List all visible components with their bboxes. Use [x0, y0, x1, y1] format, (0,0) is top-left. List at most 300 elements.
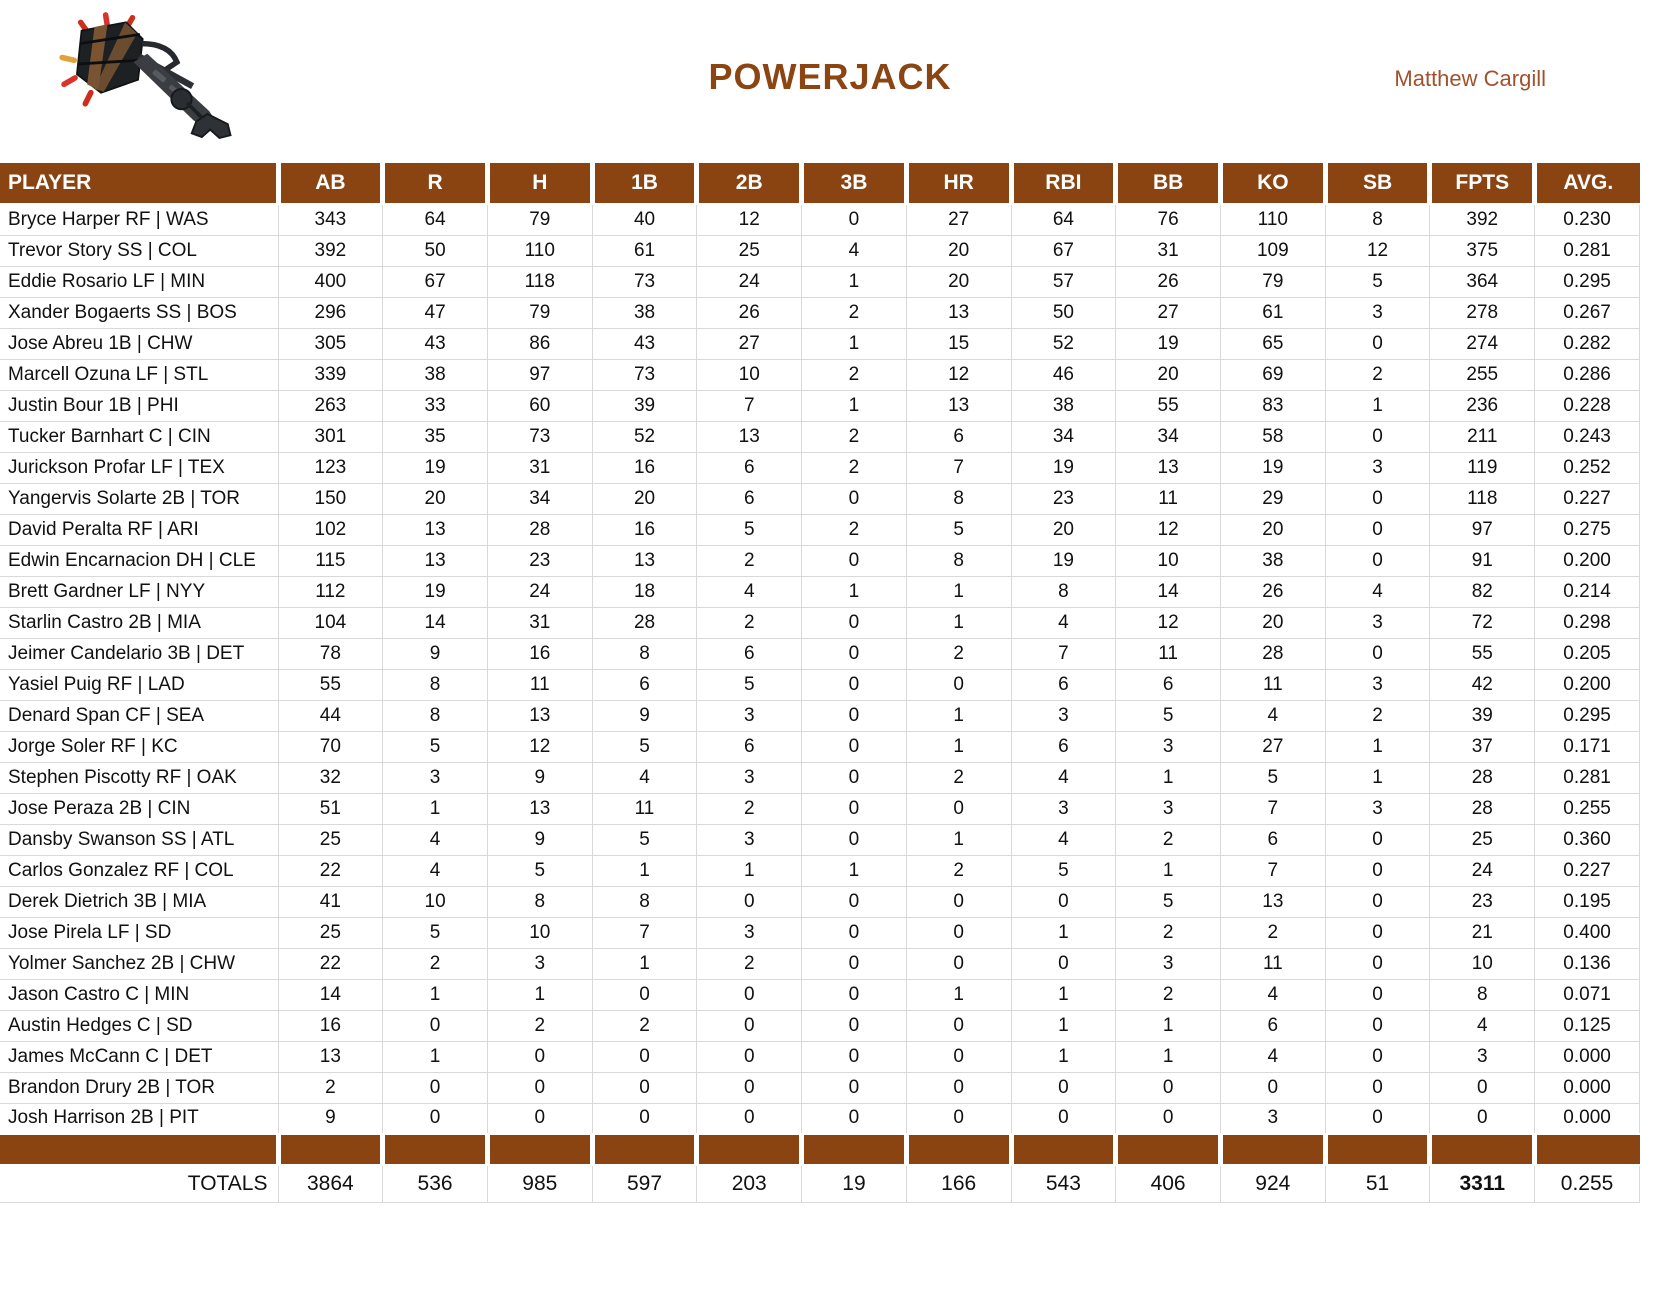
- stat-cell: 6: [592, 669, 697, 700]
- stat-cell: 73: [592, 359, 697, 390]
- totals-stat-cell: 985: [487, 1165, 592, 1202]
- stat-cell: 52: [592, 421, 697, 452]
- stat-cell: 79: [487, 297, 592, 328]
- stat-cell: 4: [802, 235, 907, 266]
- stat-cell: 3: [1116, 731, 1221, 762]
- stat-cell: 1: [1325, 762, 1430, 793]
- stat-cell: 6: [697, 638, 802, 669]
- stat-cell: 0.071: [1535, 979, 1640, 1010]
- stat-cell: 2: [1116, 824, 1221, 855]
- stat-cell: 50: [1011, 297, 1116, 328]
- stat-cell: 16: [278, 1010, 383, 1041]
- stat-cell: 0: [906, 948, 1011, 979]
- stat-cell: 8: [383, 700, 488, 731]
- stat-cell: 12: [906, 359, 1011, 390]
- stat-cell: 19: [1011, 545, 1116, 576]
- column-header-3b: 3B: [802, 163, 907, 204]
- stat-cell: 296: [278, 297, 383, 328]
- stat-cell: 38: [383, 359, 488, 390]
- stat-cell: 7: [906, 452, 1011, 483]
- stat-cell: 13: [487, 700, 592, 731]
- totals-row: [0, 1165, 1640, 1202]
- stat-cell: 47: [383, 297, 488, 328]
- stat-cell: 2: [906, 855, 1011, 886]
- player-cell: Yasiel Puig RF | LAD: [0, 669, 278, 700]
- stat-cell: 39: [592, 390, 697, 421]
- stat-cell: 0: [592, 1041, 697, 1072]
- stat-cell: 26: [1220, 576, 1325, 607]
- stat-cell: 20: [592, 483, 697, 514]
- stat-cell: 28: [1430, 793, 1535, 824]
- stat-cell: 2: [1116, 979, 1221, 1010]
- stat-cell: 5: [906, 514, 1011, 545]
- stat-cell: 2: [802, 421, 907, 452]
- stat-cell: 23: [1430, 886, 1535, 917]
- stat-cell: 41: [278, 886, 383, 917]
- stat-cell: 211: [1430, 421, 1535, 452]
- stat-cell: 13: [906, 390, 1011, 421]
- stat-cell: 1: [1325, 390, 1430, 421]
- stat-cell: 263: [278, 390, 383, 421]
- stat-cell: 31: [487, 452, 592, 483]
- stat-cell: 0: [802, 917, 907, 948]
- stat-cell: 3: [1430, 1041, 1535, 1072]
- column-header-avg: AVG.: [1535, 163, 1640, 204]
- stat-cell: 0: [1325, 1103, 1430, 1134]
- stat-cell: 4: [383, 855, 488, 886]
- stat-cell: 392: [278, 235, 383, 266]
- stat-cell: 6: [1220, 1010, 1325, 1041]
- separator-cell: [1011, 1134, 1116, 1165]
- stat-cell: 2: [1325, 700, 1430, 731]
- table-row: [0, 483, 1640, 514]
- player-cell: Tucker Barnhart C | CIN: [0, 421, 278, 452]
- stat-cell: 9: [592, 700, 697, 731]
- player-cell: Eddie Rosario LF | MIN: [0, 266, 278, 297]
- stat-cell: 102: [278, 514, 383, 545]
- stat-cell: 0: [1325, 917, 1430, 948]
- stat-cell: 3: [383, 762, 488, 793]
- stat-cell: 0: [802, 607, 907, 638]
- table-row: [0, 390, 1640, 421]
- stat-cell: 3: [697, 824, 802, 855]
- stat-cell: 25: [278, 917, 383, 948]
- stat-cell: 236: [1430, 390, 1535, 421]
- stat-cell: 0.360: [1535, 824, 1640, 855]
- stat-cell: 5: [592, 731, 697, 762]
- separator-row: [0, 1134, 1640, 1165]
- stat-cell: 7: [697, 390, 802, 421]
- separator-cell: [487, 1134, 592, 1165]
- stat-cell: 0: [1325, 483, 1430, 514]
- stat-cell: 0: [592, 1103, 697, 1134]
- player-cell: Jose Pirela LF | SD: [0, 917, 278, 948]
- stat-cell: 274: [1430, 328, 1535, 359]
- player-cell: Jose Abreu 1B | CHW: [0, 328, 278, 359]
- stat-cell: 16: [487, 638, 592, 669]
- table-row: [0, 1103, 1640, 1134]
- stat-cell: 91: [1430, 545, 1535, 576]
- stat-cell: 13: [487, 793, 592, 824]
- table-row: [0, 762, 1640, 793]
- stat-cell: 0: [906, 1103, 1011, 1134]
- column-header-h: H: [487, 163, 592, 204]
- stat-cell: 0: [1325, 1010, 1430, 1041]
- stat-cell: 4: [383, 824, 488, 855]
- table-row: [0, 607, 1640, 638]
- stat-cell: 1: [906, 700, 1011, 731]
- stat-cell: 0: [906, 1072, 1011, 1103]
- stat-cell: 3: [1325, 607, 1430, 638]
- header-row: [0, 163, 1640, 204]
- stat-cell: 43: [383, 328, 488, 359]
- stat-cell: 4: [1325, 576, 1430, 607]
- player-cell: Austin Hedges C | SD: [0, 1010, 278, 1041]
- player-cell: Bryce Harper RF | WAS: [0, 204, 278, 235]
- stat-cell: 0: [487, 1041, 592, 1072]
- stat-cell: 2: [802, 452, 907, 483]
- totals-stat-cell: 3311: [1430, 1165, 1535, 1202]
- stat-cell: 0: [802, 793, 907, 824]
- stat-cell: 65: [1220, 328, 1325, 359]
- table-row: [0, 824, 1640, 855]
- column-header-sb: SB: [1325, 163, 1430, 204]
- player-cell: Stephen Piscotty RF | OAK: [0, 762, 278, 793]
- stat-cell: 1: [906, 607, 1011, 638]
- player-cell: Derek Dietrich 3B | MIA: [0, 886, 278, 917]
- stat-cell: 0: [1430, 1103, 1535, 1134]
- stat-cell: 55: [278, 669, 383, 700]
- stat-cell: 1: [383, 1041, 488, 1072]
- stat-cell: 0.255: [1535, 793, 1640, 824]
- stat-cell: 9: [383, 638, 488, 669]
- stat-cell: 83: [1220, 390, 1325, 421]
- stat-cell: 19: [1011, 452, 1116, 483]
- stat-cell: 2: [1325, 359, 1430, 390]
- stat-cell: 0.000: [1535, 1041, 1640, 1072]
- player-cell: Josh Harrison 2B | PIT: [0, 1103, 278, 1134]
- stat-cell: 0.295: [1535, 700, 1640, 731]
- stat-cell: 10: [1430, 948, 1535, 979]
- stat-cell: 0: [906, 669, 1011, 700]
- stat-cell: 32: [278, 762, 383, 793]
- stat-cell: 2: [697, 607, 802, 638]
- stat-cell: 12: [697, 204, 802, 235]
- column-header-r: R: [383, 163, 488, 204]
- separator-cell: [1325, 1134, 1430, 1165]
- stat-cell: 72: [1430, 607, 1535, 638]
- stat-cell: 6: [1220, 824, 1325, 855]
- stat-cell: 0: [1116, 1072, 1221, 1103]
- stat-cell: 6: [1116, 669, 1221, 700]
- stat-cell: 3: [697, 762, 802, 793]
- stat-cell: 3: [1011, 793, 1116, 824]
- stat-cell: 20: [906, 266, 1011, 297]
- stat-cell: 6: [697, 731, 802, 762]
- stat-cell: 0.136: [1535, 948, 1640, 979]
- stat-cell: 0: [1325, 886, 1430, 917]
- stat-cell: 64: [383, 204, 488, 235]
- table-row: [0, 328, 1640, 359]
- stat-cell: 1: [592, 948, 697, 979]
- stat-cell: 0: [1325, 638, 1430, 669]
- table-header: [0, 163, 1640, 204]
- player-cell: Jeimer Candelario 3B | DET: [0, 638, 278, 669]
- stat-cell: 4: [1011, 824, 1116, 855]
- stat-cell: 1: [802, 328, 907, 359]
- stat-cell: 0: [802, 545, 907, 576]
- stat-cell: 339: [278, 359, 383, 390]
- stat-cell: 364: [1430, 266, 1535, 297]
- stat-cell: 20: [1011, 514, 1116, 545]
- stat-cell: 4: [1011, 762, 1116, 793]
- stat-cell: 61: [592, 235, 697, 266]
- table-body: [0, 204, 1640, 1165]
- author-name: Matthew Cargill: [1394, 66, 1546, 91]
- stat-cell: 112: [278, 576, 383, 607]
- player-cell: David Peralta RF | ARI: [0, 514, 278, 545]
- stat-cell: 0.171: [1535, 731, 1640, 762]
- stat-cell: 27: [1220, 731, 1325, 762]
- stat-cell: 1: [906, 824, 1011, 855]
- stat-cell: 79: [487, 204, 592, 235]
- stat-cell: 1: [1011, 979, 1116, 1010]
- stat-cell: 0: [802, 1041, 907, 1072]
- stat-cell: 278: [1430, 297, 1535, 328]
- stat-cell: 3: [1325, 297, 1430, 328]
- stat-cell: 4: [1011, 607, 1116, 638]
- table-row: [0, 266, 1640, 297]
- stat-cell: 0: [383, 1010, 488, 1041]
- stat-cell: 28: [1430, 762, 1535, 793]
- stat-cell: 0: [1011, 948, 1116, 979]
- table-row: [0, 886, 1640, 917]
- stat-cell: 10: [697, 359, 802, 390]
- player-cell: Brett Gardner LF | NYY: [0, 576, 278, 607]
- stat-cell: 0.195: [1535, 886, 1640, 917]
- stat-cell: 0: [1325, 514, 1430, 545]
- stat-cell: 16: [592, 452, 697, 483]
- stat-cell: 11: [1116, 483, 1221, 514]
- stat-cell: 1: [383, 979, 488, 1010]
- stat-cell: 0: [1430, 1072, 1535, 1103]
- stat-cell: 2: [906, 762, 1011, 793]
- player-cell: Denard Span CF | SEA: [0, 700, 278, 731]
- stat-cell: 0: [697, 1010, 802, 1041]
- stat-cell: 1: [1011, 917, 1116, 948]
- stat-cell: 0: [487, 1103, 592, 1134]
- stat-cell: 0: [802, 979, 907, 1010]
- stat-cell: 9: [487, 762, 592, 793]
- stat-cell: 38: [1011, 390, 1116, 421]
- stat-cell: 0: [906, 1010, 1011, 1041]
- table-row: [0, 669, 1640, 700]
- stat-cell: 0.281: [1535, 762, 1640, 793]
- stat-cell: 2: [802, 359, 907, 390]
- column-header-rbi: RBI: [1011, 163, 1116, 204]
- stat-cell: 0.267: [1535, 297, 1640, 328]
- stat-cell: 1: [487, 979, 592, 1010]
- stat-cell: 0: [1325, 328, 1430, 359]
- stat-cell: 8: [906, 545, 1011, 576]
- stat-cell: 11: [592, 793, 697, 824]
- page-header: [0, 0, 1660, 163]
- stat-cell: 0: [802, 669, 907, 700]
- stat-cell: 1: [1011, 1010, 1116, 1041]
- stat-cell: 0: [383, 1103, 488, 1134]
- stat-cell: 28: [592, 607, 697, 638]
- totals-stat-cell: 3864: [278, 1165, 383, 1202]
- stat-cell: 14: [278, 979, 383, 1010]
- stat-cell: 5: [1011, 855, 1116, 886]
- stat-cell: 1: [906, 731, 1011, 762]
- stat-cell: 0: [802, 1103, 907, 1134]
- stat-cell: 0.227: [1535, 855, 1640, 886]
- stat-cell: 23: [1011, 483, 1116, 514]
- player-cell: Carlos Gonzalez RF | COL: [0, 855, 278, 886]
- column-header-bb: BB: [1116, 163, 1221, 204]
- stat-cell: 6: [1011, 731, 1116, 762]
- stat-cell: 4: [697, 576, 802, 607]
- stat-cell: 3: [1116, 793, 1221, 824]
- stat-cell: 4: [1220, 1041, 1325, 1072]
- stat-cell: 42: [1430, 669, 1535, 700]
- stat-cell: 39: [1430, 700, 1535, 731]
- stat-cell: 28: [1220, 638, 1325, 669]
- stat-cell: 79: [1220, 266, 1325, 297]
- player-cell: James McCann C | DET: [0, 1041, 278, 1072]
- player-cell: Edwin Encarnacion DH | CLE: [0, 545, 278, 576]
- stat-cell: 3: [1116, 948, 1221, 979]
- stat-cell: 38: [1220, 545, 1325, 576]
- stat-cell: 0: [1011, 1072, 1116, 1103]
- stat-cell: 2: [802, 514, 907, 545]
- stat-cell: 31: [1116, 235, 1221, 266]
- stat-cell: 22: [278, 855, 383, 886]
- stat-cell: 0: [1325, 1041, 1430, 1072]
- stat-cell: 0: [1325, 545, 1430, 576]
- stat-cell: 23: [487, 545, 592, 576]
- player-cell: Trevor Story SS | COL: [0, 235, 278, 266]
- stat-cell: 12: [1325, 235, 1430, 266]
- stat-cell: 0: [802, 886, 907, 917]
- stat-cell: 110: [487, 235, 592, 266]
- stat-cell: 15: [906, 328, 1011, 359]
- stat-cell: 12: [1116, 514, 1221, 545]
- separator-cell: [592, 1134, 697, 1165]
- separator-cell: [697, 1134, 802, 1165]
- stat-cell: 26: [1116, 266, 1221, 297]
- stat-cell: 6: [1011, 669, 1116, 700]
- stat-cell: 8: [487, 886, 592, 917]
- stat-cell: 73: [487, 421, 592, 452]
- stat-cell: 0.000: [1535, 1103, 1640, 1134]
- stat-cell: 0.281: [1535, 235, 1640, 266]
- stat-cell: 4: [1220, 700, 1325, 731]
- stat-cell: 343: [278, 204, 383, 235]
- stat-cell: 1: [1011, 1041, 1116, 1072]
- stat-cell: 97: [487, 359, 592, 390]
- table-row: [0, 359, 1640, 390]
- stat-cell: 10: [487, 917, 592, 948]
- table-row: [0, 979, 1640, 1010]
- stat-cell: 16: [592, 514, 697, 545]
- stat-cell: 0: [697, 979, 802, 1010]
- separator-cell: [802, 1134, 907, 1165]
- stat-cell: 20: [1220, 514, 1325, 545]
- stat-cell: 51: [278, 793, 383, 824]
- stat-cell: 13: [383, 545, 488, 576]
- stat-cell: 18: [592, 576, 697, 607]
- stat-cell: 0.282: [1535, 328, 1640, 359]
- totals-stat-cell: 406: [1116, 1165, 1221, 1202]
- stat-cell: 0: [802, 1010, 907, 1041]
- stat-cell: 0.200: [1535, 669, 1640, 700]
- stat-cell: 2: [906, 638, 1011, 669]
- stat-cell: 11: [487, 669, 592, 700]
- stat-cell: 0: [592, 1072, 697, 1103]
- stat-cell: 1: [802, 390, 907, 421]
- stat-cell: 0.243: [1535, 421, 1640, 452]
- stat-cell: 2: [697, 545, 802, 576]
- stat-cell: 1: [592, 855, 697, 886]
- stat-cell: 0: [906, 793, 1011, 824]
- stat-cell: 7: [1011, 638, 1116, 669]
- player-cell: Jose Peraza 2B | CIN: [0, 793, 278, 824]
- stat-cell: 52: [1011, 328, 1116, 359]
- table-row: [0, 1041, 1640, 1072]
- page-title: POWERJACK: [708, 56, 952, 97]
- stat-cell: 392: [1430, 204, 1535, 235]
- table-row: [0, 1072, 1640, 1103]
- stat-cell: 2: [592, 1010, 697, 1041]
- stat-cell: 13: [278, 1041, 383, 1072]
- stat-cell: 27: [906, 204, 1011, 235]
- stat-cell: 5: [697, 669, 802, 700]
- stat-cell: 0.400: [1535, 917, 1640, 948]
- stat-cell: 34: [487, 483, 592, 514]
- column-header-ko: KO: [1220, 163, 1325, 204]
- stat-cell: 0: [802, 483, 907, 514]
- player-cell: Marcell Ozuna LF | STL: [0, 359, 278, 390]
- stat-cell: 13: [383, 514, 488, 545]
- stat-cell: 60: [487, 390, 592, 421]
- stat-cell: 305: [278, 328, 383, 359]
- stat-cell: 78: [278, 638, 383, 669]
- stat-cell: 58: [1220, 421, 1325, 452]
- totals-stat-cell: 597: [592, 1165, 697, 1202]
- stat-cell: 0: [802, 948, 907, 979]
- stat-cell: 115: [278, 545, 383, 576]
- player-cell: Brandon Drury 2B | TOR: [0, 1072, 278, 1103]
- column-header-player: PLAYER: [0, 163, 278, 204]
- stat-cell: 1: [383, 793, 488, 824]
- stat-cell: 0.230: [1535, 204, 1640, 235]
- table-row: [0, 638, 1640, 669]
- stat-cell: 11: [1220, 669, 1325, 700]
- table-row: [0, 576, 1640, 607]
- stat-cell: 4: [1220, 979, 1325, 1010]
- stat-cell: 2: [1116, 917, 1221, 948]
- stat-cell: 70: [278, 731, 383, 762]
- stat-cell: 0: [802, 762, 907, 793]
- stat-cell: 3: [1011, 700, 1116, 731]
- stat-cell: 19: [1116, 328, 1221, 359]
- stat-cell: 25: [697, 235, 802, 266]
- stat-cell: 20: [906, 235, 1011, 266]
- stat-cell: 0: [383, 1072, 488, 1103]
- stat-cell: 0: [1116, 1103, 1221, 1134]
